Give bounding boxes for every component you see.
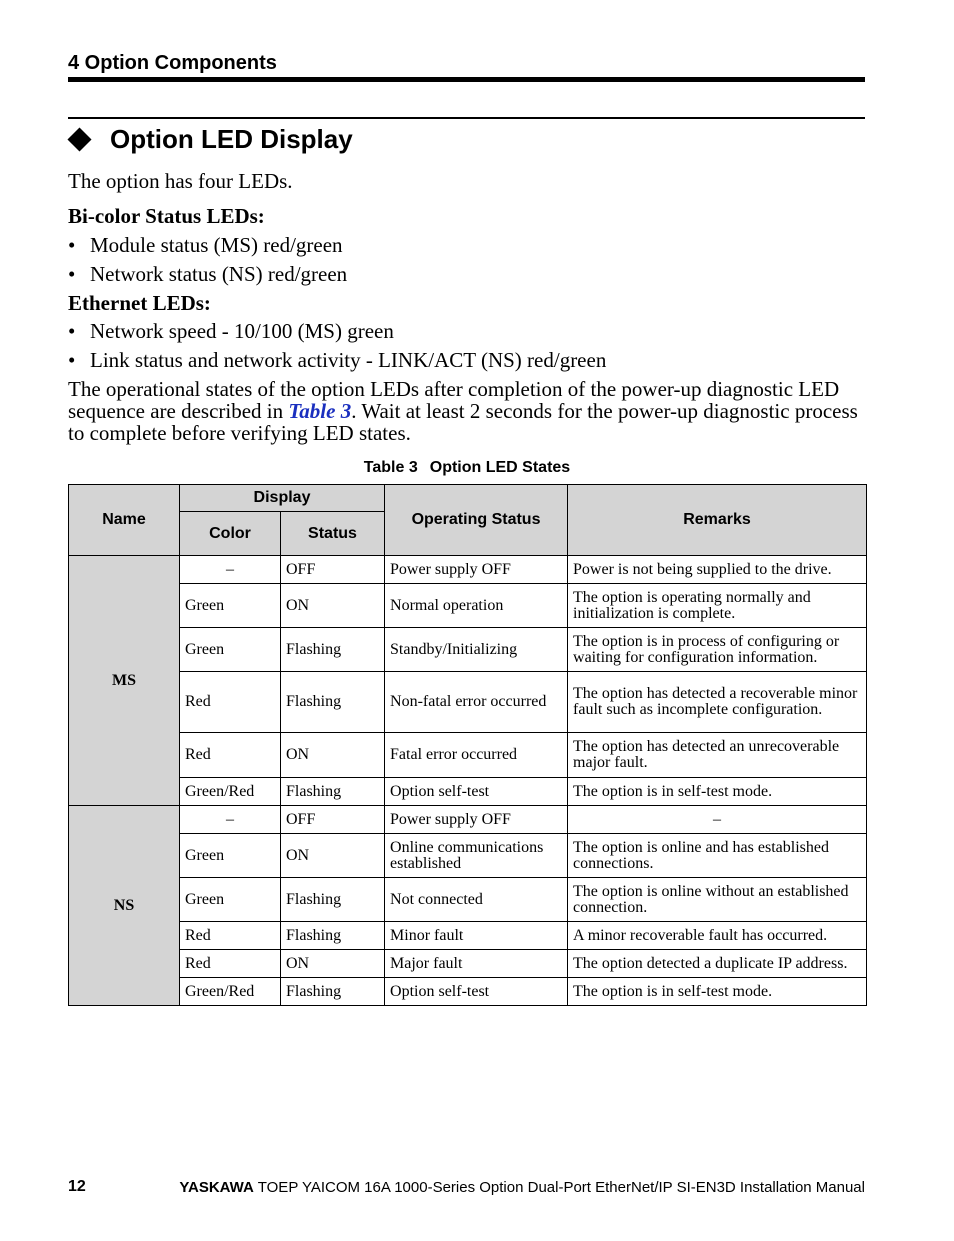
paragraph-text: . Wait at least 2 seconds for the power-up diagnostic process to complete before verifying LED states. [68, 399, 858, 445]
led-states-table [68, 484, 867, 1006]
status-cell: ON [281, 834, 385, 878]
table-reference-link[interactable]: Table 3 [288, 399, 352, 423]
ethernet-item: • Network speed - 10/100 (MS) green [68, 319, 394, 343]
status-cell: Flashing [281, 878, 385, 922]
table-row [69, 584, 867, 628]
table-row [69, 806, 867, 834]
bicolor-heading: Bi-color Status LEDs: [68, 204, 265, 228]
remarks-cell: The option is in self-test mode. [568, 978, 867, 1006]
operating-cell: Option self-test [385, 778, 568, 806]
table-row [69, 778, 867, 806]
table-row [69, 950, 867, 978]
intro-text: The option has four LEDs. [68, 169, 293, 193]
ethernet-heading: Ethernet LEDs: [68, 291, 211, 315]
table-row [69, 834, 867, 878]
table-row [69, 733, 867, 778]
remarks-cell: The option is operating normally and initialization is complete. [568, 584, 867, 628]
operating-cell: Online communications established [385, 834, 568, 878]
ethernet-item-text: Network speed - 10/100 (MS) green [90, 319, 394, 343]
color-cell: – [180, 806, 281, 834]
color-cell: Red [180, 672, 281, 733]
remarks-cell: Power is not being supplied to the drive. [568, 556, 867, 584]
bicolor-item: • Network status (NS) red/green [68, 262, 348, 286]
color-cell: Red [180, 922, 281, 950]
remarks-cell: A minor recoverable fault has occurred. [568, 922, 867, 950]
status-cell: ON [281, 733, 385, 778]
status-cell: OFF [281, 806, 385, 834]
chapter-heading: 4 Option Components [68, 52, 277, 74]
section-heading [68, 124, 353, 155]
status-cell: Flashing [281, 778, 385, 806]
remarks-cell: The option detected a duplicate IP address. [568, 950, 867, 978]
table-row [69, 556, 867, 584]
footer-brand: YASKAWA [179, 1179, 254, 1196]
operating-cell: Major fault [385, 950, 568, 978]
status-cell: ON [281, 950, 385, 978]
table-caption-number: Table 3 [363, 459, 418, 476]
status-cell: Flashing [281, 628, 385, 672]
operating-cell: Normal operation [385, 584, 568, 628]
color-cell: – [180, 556, 281, 584]
table-row [69, 978, 867, 1006]
remarks-cell: The option is online and has established connections. [568, 834, 867, 878]
status-cell: Flashing [281, 922, 385, 950]
table-caption [0, 459, 934, 477]
table-row [69, 628, 867, 672]
remarks-cell: The option is online without an established connection. [568, 878, 867, 922]
operating-cell: Not connected [385, 878, 568, 922]
description-paragraph [68, 378, 868, 444]
table-row [69, 922, 867, 950]
operating-cell: Power supply OFF [385, 556, 568, 584]
ethernet-item-text: Link status and network activity - LINK/ACT (NS) red/green [90, 348, 607, 372]
paragraph-text: The operational states of the option LEDs after completion of the power-up diagnostic LED sequence are described in [68, 377, 840, 423]
bicolor-item-text: Network status (NS) red/green [90, 262, 348, 286]
color-cell: Red [180, 950, 281, 978]
page-number: 12 [68, 1178, 86, 1195]
remarks-cell: – [568, 806, 867, 834]
operating-cell: Minor fault [385, 922, 568, 950]
chapter-rule [68, 77, 865, 82]
color-cell: Red [180, 733, 281, 778]
header-remarks: Remarks [568, 485, 867, 556]
header-status: Status [281, 512, 385, 556]
operating-cell: Option self-test [385, 978, 568, 1006]
operating-cell: Fatal error occurred [385, 733, 568, 778]
remarks-cell: The option is in self-test mode. [568, 778, 867, 806]
color-cell: Green [180, 878, 281, 922]
header-color: Color [180, 512, 281, 556]
header-display: Display [180, 485, 385, 512]
color-cell: Green/Red [180, 778, 281, 806]
status-cell: OFF [281, 556, 385, 584]
operating-cell: Standby/Initializing [385, 628, 568, 672]
section-rule [68, 117, 865, 119]
remarks-cell: The option has detected an unrecoverable major fault. [568, 733, 867, 778]
remarks-cell: The option is in process of configuring or waiting for configuration information. [568, 628, 867, 672]
table-row [69, 878, 867, 922]
footer-title-text: TOEP YAICOM 16A 1000-Series Option Dual-Port EtherNet/IP SI-EN3D Installation Manual [257, 1179, 865, 1196]
operating-cell: Power supply OFF [385, 806, 568, 834]
table-row [69, 672, 867, 733]
led-name-cell: NS [69, 806, 180, 1006]
header-name: Name [69, 485, 180, 556]
operating-cell: Non-fatal error occurred [385, 672, 568, 733]
color-cell: Green [180, 584, 281, 628]
bicolor-item-text: Module status (MS) red/green [90, 233, 343, 257]
table-caption-title: Option LED States [429, 459, 571, 476]
bicolor-item: • Module status (MS) red/green [68, 233, 343, 257]
diamond-icon [67, 127, 91, 151]
footer-manual-title [179, 1179, 865, 1196]
ethernet-item: • Link status and network activity - LINK/ACT (NS) red/green [68, 348, 607, 372]
header-operating-status: Operating Status [385, 485, 568, 556]
led-name-cell: MS [69, 556, 180, 806]
color-cell: Green [180, 628, 281, 672]
color-cell: Green/Red [180, 978, 281, 1006]
color-cell: Green [180, 834, 281, 878]
status-cell: Flashing [281, 672, 385, 733]
status-cell: ON [281, 584, 385, 628]
section-title: Option LED Display [110, 124, 353, 154]
remarks-cell: The option has detected a recoverable minor fault such as incomplete configuration. [568, 672, 867, 733]
status-cell: Flashing [281, 978, 385, 1006]
